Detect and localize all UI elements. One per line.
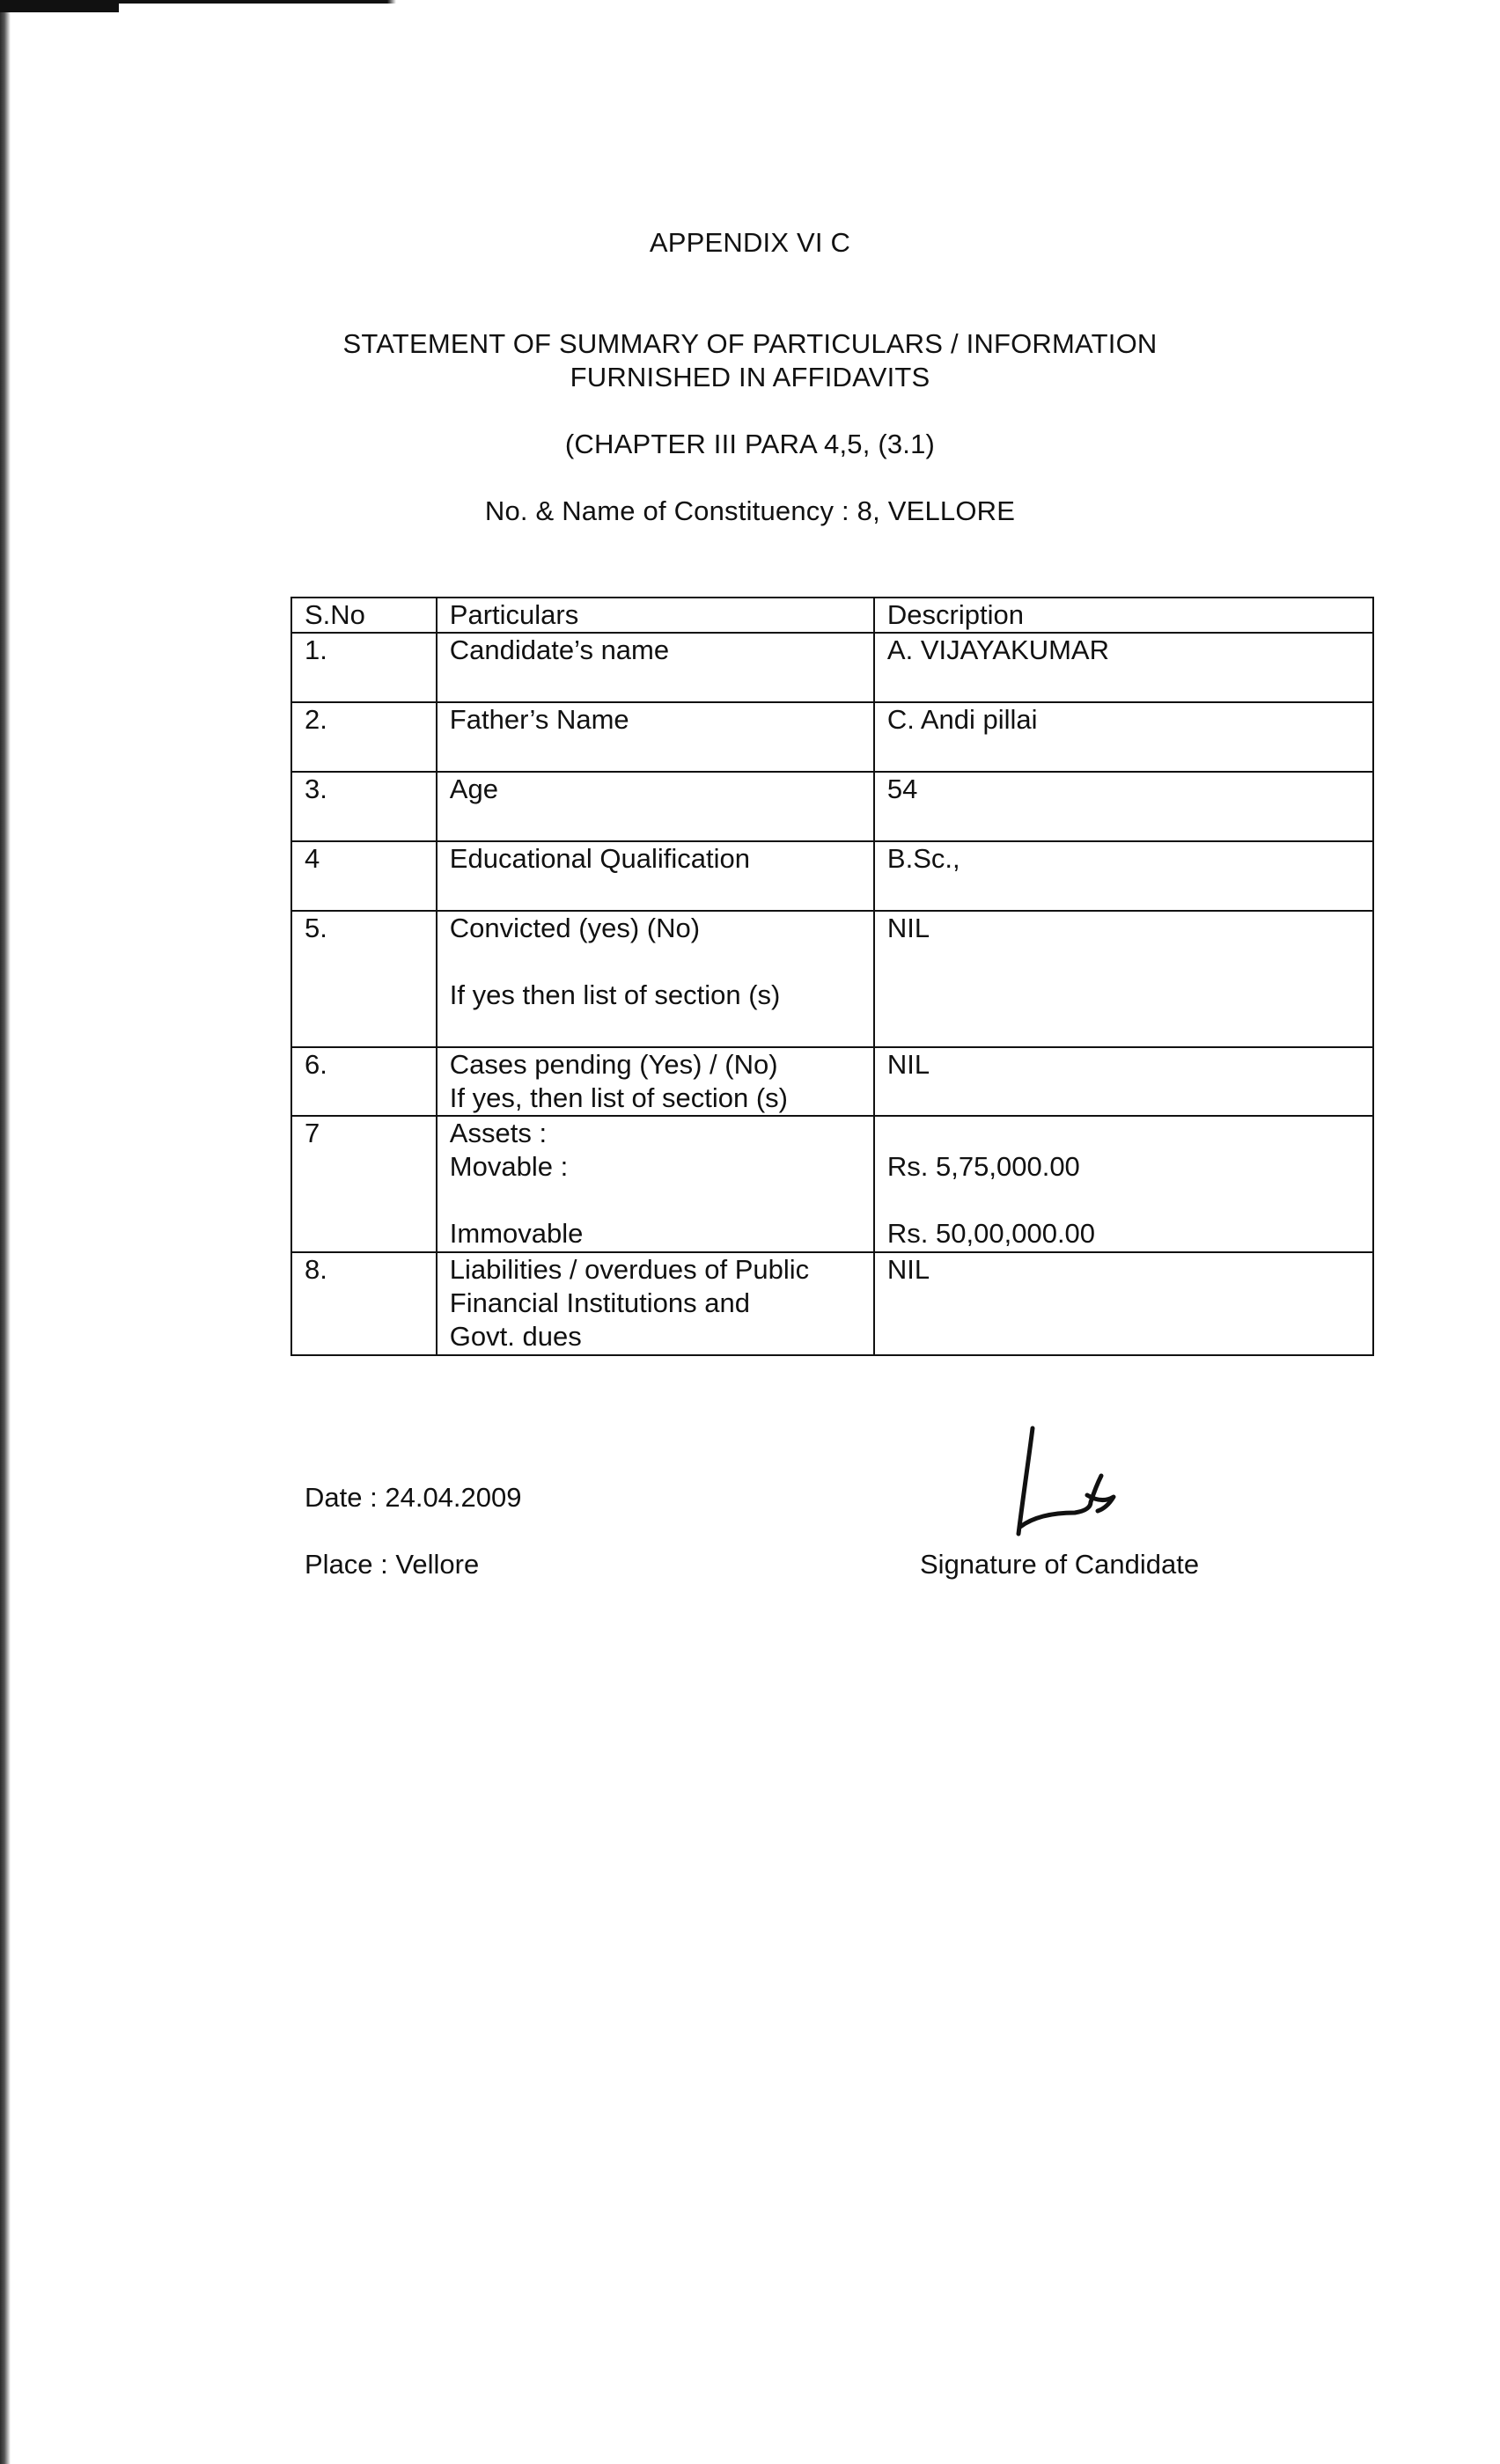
header-sno: S.No [291, 598, 437, 633]
convicted-label: Convicted (yes) (No) [449, 913, 701, 943]
movable-label: Movable : [449, 1151, 569, 1182]
row-description: C. Andi pillai [874, 702, 1373, 772]
row-particular: Candidate’s name [437, 633, 874, 702]
table-row [291, 1116, 1373, 1252]
row-sno: 1. [291, 633, 437, 702]
liabilities-line1: Liabilities / overdues of Public [449, 1254, 810, 1285]
spacer [887, 1184, 1360, 1217]
row-sno: 6. [291, 1047, 437, 1116]
liabilities-line2: Financial Institutions and [449, 1287, 750, 1318]
table-row [291, 1047, 1373, 1116]
appendix-title: APPENDIX VI C [649, 227, 851, 258]
table-row [291, 633, 1373, 702]
spacer [887, 1117, 1360, 1150]
place-label: Place : [305, 1549, 388, 1580]
table-row [291, 911, 1373, 1047]
place-value: Vellore [395, 1549, 480, 1580]
movable-value: Rs. 5,75,000.00 [886, 1151, 1080, 1182]
row-sno: 3. [291, 772, 437, 841]
chapter-reference: (CHAPTER III PARA 4,5, (3.1) [564, 429, 936, 459]
row-description: NIL [874, 1047, 1373, 1116]
cases-sub-label: If yes, then list of section (s) [449, 1082, 788, 1113]
row-particular [437, 911, 874, 1047]
row-particular: Educational Qualification [437, 841, 874, 911]
row-description: NIL [874, 1252, 1373, 1355]
header-particulars: Particulars [437, 598, 874, 633]
row-particular [437, 1116, 874, 1252]
row-sno: 2. [291, 702, 437, 772]
assets-label: Assets : [449, 1118, 548, 1148]
date-line [305, 1482, 522, 1514]
row-particular: Age [437, 772, 874, 841]
row-description: 54 [874, 772, 1373, 841]
handwritten-signature [999, 1421, 1158, 1544]
statement-title-line1: STATEMENT OF SUMMARY OF PARTICULARS / INFORMATION [342, 328, 1158, 359]
table-row [291, 1252, 1373, 1355]
row-sno: 4 [291, 841, 437, 911]
table-row [291, 772, 1373, 841]
signature-label: Signature of Candidate [920, 1549, 1200, 1580]
table-row [291, 841, 1373, 911]
immovable-value: Rs. 50,00,000.00 [886, 1218, 1096, 1249]
row-sno: 8. [291, 1252, 437, 1355]
date-value: 24.04.2009 [385, 1482, 522, 1513]
cases-label: Cases pending (Yes) / (No) [449, 1049, 778, 1080]
spacer [450, 1184, 861, 1217]
spacer [450, 945, 861, 979]
header-description: Description [874, 598, 1373, 633]
row-description [874, 1116, 1373, 1252]
scan-edge-top [0, 0, 1500, 4]
row-description: A. VIJAYAKUMAR [874, 633, 1373, 702]
immovable-label: Immovable [449, 1218, 584, 1249]
scan-corner-mark [0, 0, 119, 12]
table-header-row [291, 598, 1373, 633]
row-sno: 5. [291, 911, 437, 1047]
table-row [291, 702, 1373, 772]
date-label: Date : [305, 1482, 378, 1513]
particulars-table [290, 597, 1374, 1356]
constituency-line: No. & Name of Constituency : 8, VELLORE [484, 495, 1016, 526]
row-particular [437, 1047, 874, 1116]
place-line [305, 1549, 479, 1580]
row-description: B.Sc., [874, 841, 1373, 911]
convicted-sub-label: If yes then list of section (s) [449, 979, 781, 1010]
row-particular [437, 1252, 874, 1355]
statement-title-line2: FURNISHED IN AFFIDAVITS [570, 362, 930, 392]
liabilities-line3: Govt. dues [449, 1321, 582, 1352]
row-sno: 7 [291, 1116, 437, 1252]
row-particular: Father’s Name [437, 702, 874, 772]
row-description: NIL [874, 911, 1373, 1047]
